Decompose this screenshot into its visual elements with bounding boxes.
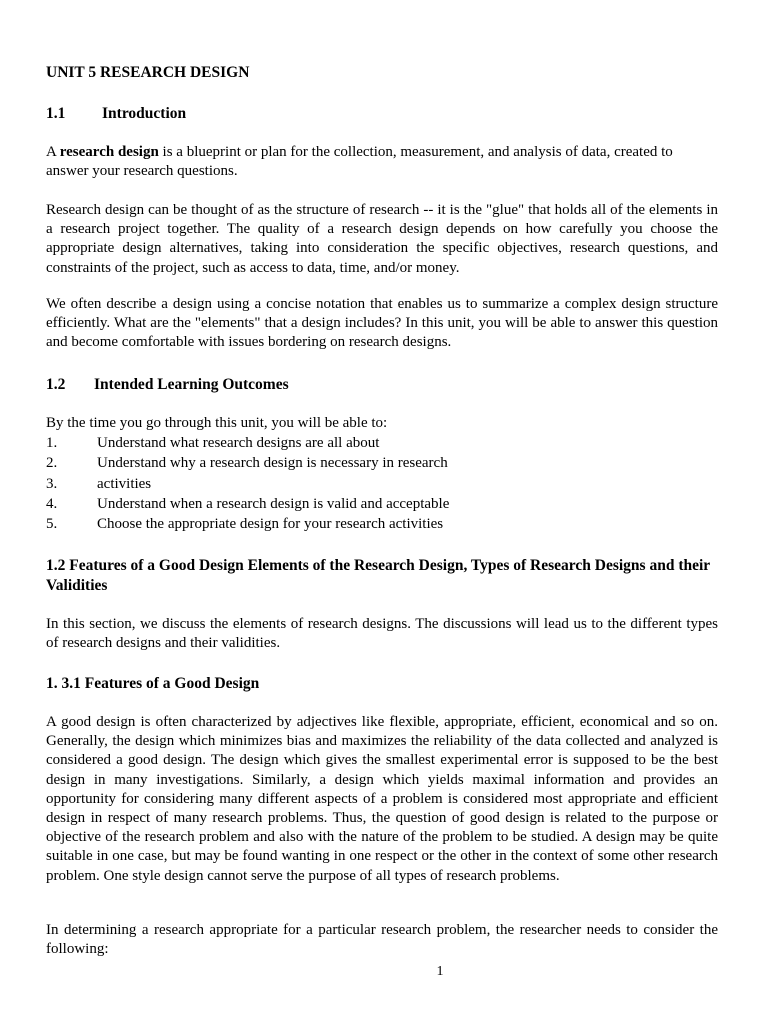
good-design-paragraph: A good design is often characterized by adjectives like flexible, appropriate, efficient, economical and so on. Generally, the design which minimizes bias and maximizes the reliability of the data collected and analyzed is considered a good design. The design which gives the smallest experimental error is supposed to be the best design in many investigations. Similarly, a design which yields maximal information and provides an opportunity for considering many different aspects of a problem is considered most appropriate and efficient design in respect of many research problems. Thus, the question of good design is related to the purpose or objective of the research problem and also with the nature of the problem to be studied. A design may be quite suitable in one case, but may be found wanting in one respect or the other in the context of some other research problem. One style design cannot serve the purpose of all types of research problems.: [46, 714, 718, 884]
section-1-1-heading: [46, 104, 718, 123]
list-text: Choose the appropriate design for your research activities: [97, 516, 444, 533]
list-number: 4.: [46, 495, 58, 512]
section-1-2-heading: [46, 375, 718, 394]
list-item: [46, 494, 718, 514]
section-number: 1.2: [46, 376, 66, 393]
list-text: Understand what research designs are all about: [97, 435, 380, 451]
document-page: [46, 0, 718, 1024]
list-item: [46, 453, 718, 473]
section-1-3-1-heading: 1. 3.1 Features of a Good Design: [46, 675, 260, 692]
intro-paragraph-2: Research design can be thought of as the structure of research -- it is the "glue" that holds all of the elements in a research project together. The quality of a research design depends on how carefully you choose the appropriate design alternatives, taking into consideration the specific objectives, research questions, and constraints of the project, such as access to data, time, and/or money.: [46, 202, 718, 276]
list-number: 2.: [46, 455, 58, 472]
unit-title: UNIT 5 RESEARCH DESIGN: [46, 64, 250, 81]
intro-paragraph-1: [46, 143, 718, 181]
page-number: 1: [436, 964, 444, 979]
list-item: [46, 514, 718, 534]
intro-paragraph-3: We often describe a design using a concise notation that enables us to summarize a complex design structure efficiently. What are the "elements" that a design includes? In this unit, you will be able to answer this question and become comfortable with issues bordering on research designs.: [46, 296, 718, 351]
list-text: activities: [97, 475, 152, 492]
section-intro-paragraph: In this section, we discuss the elements of research designs. The discussions will lead us to the different types of research designs and their validities.: [46, 616, 718, 652]
outcomes-list: [46, 433, 718, 534]
section-title: Intended Learning Outcomes: [94, 376, 289, 393]
section-features-elements-heading: 1.2 Features of a Good Design Elements of the Research Design, Types of Research Designs and their Validities: [46, 557, 710, 594]
list-text: Understand when a research design is valid and acceptable: [97, 495, 450, 512]
list-item: [46, 474, 718, 494]
list-number: 5.: [46, 516, 58, 533]
term-research-design: research design: [59, 144, 159, 160]
list-number: 3.: [46, 475, 58, 492]
section-title: Introduction: [102, 105, 187, 122]
section-number: 1.1: [46, 105, 66, 122]
paragraph-text: is a blueprint or plan for the collection, measurement, and analysis of data, created to answer your research questions.: [46, 144, 673, 180]
paragraph-lead: A: [46, 144, 60, 160]
list-item: [46, 433, 718, 453]
considerations-paragraph: In determining a research appropriate for a particular research problem, the researcher needs to consider the following:: [46, 922, 718, 958]
list-text: Understand why a research design is necessary in research: [97, 455, 448, 472]
list-number: 1.: [46, 435, 58, 451]
outcomes-intro: By the time you go through this unit, you will be able to:: [46, 415, 388, 431]
